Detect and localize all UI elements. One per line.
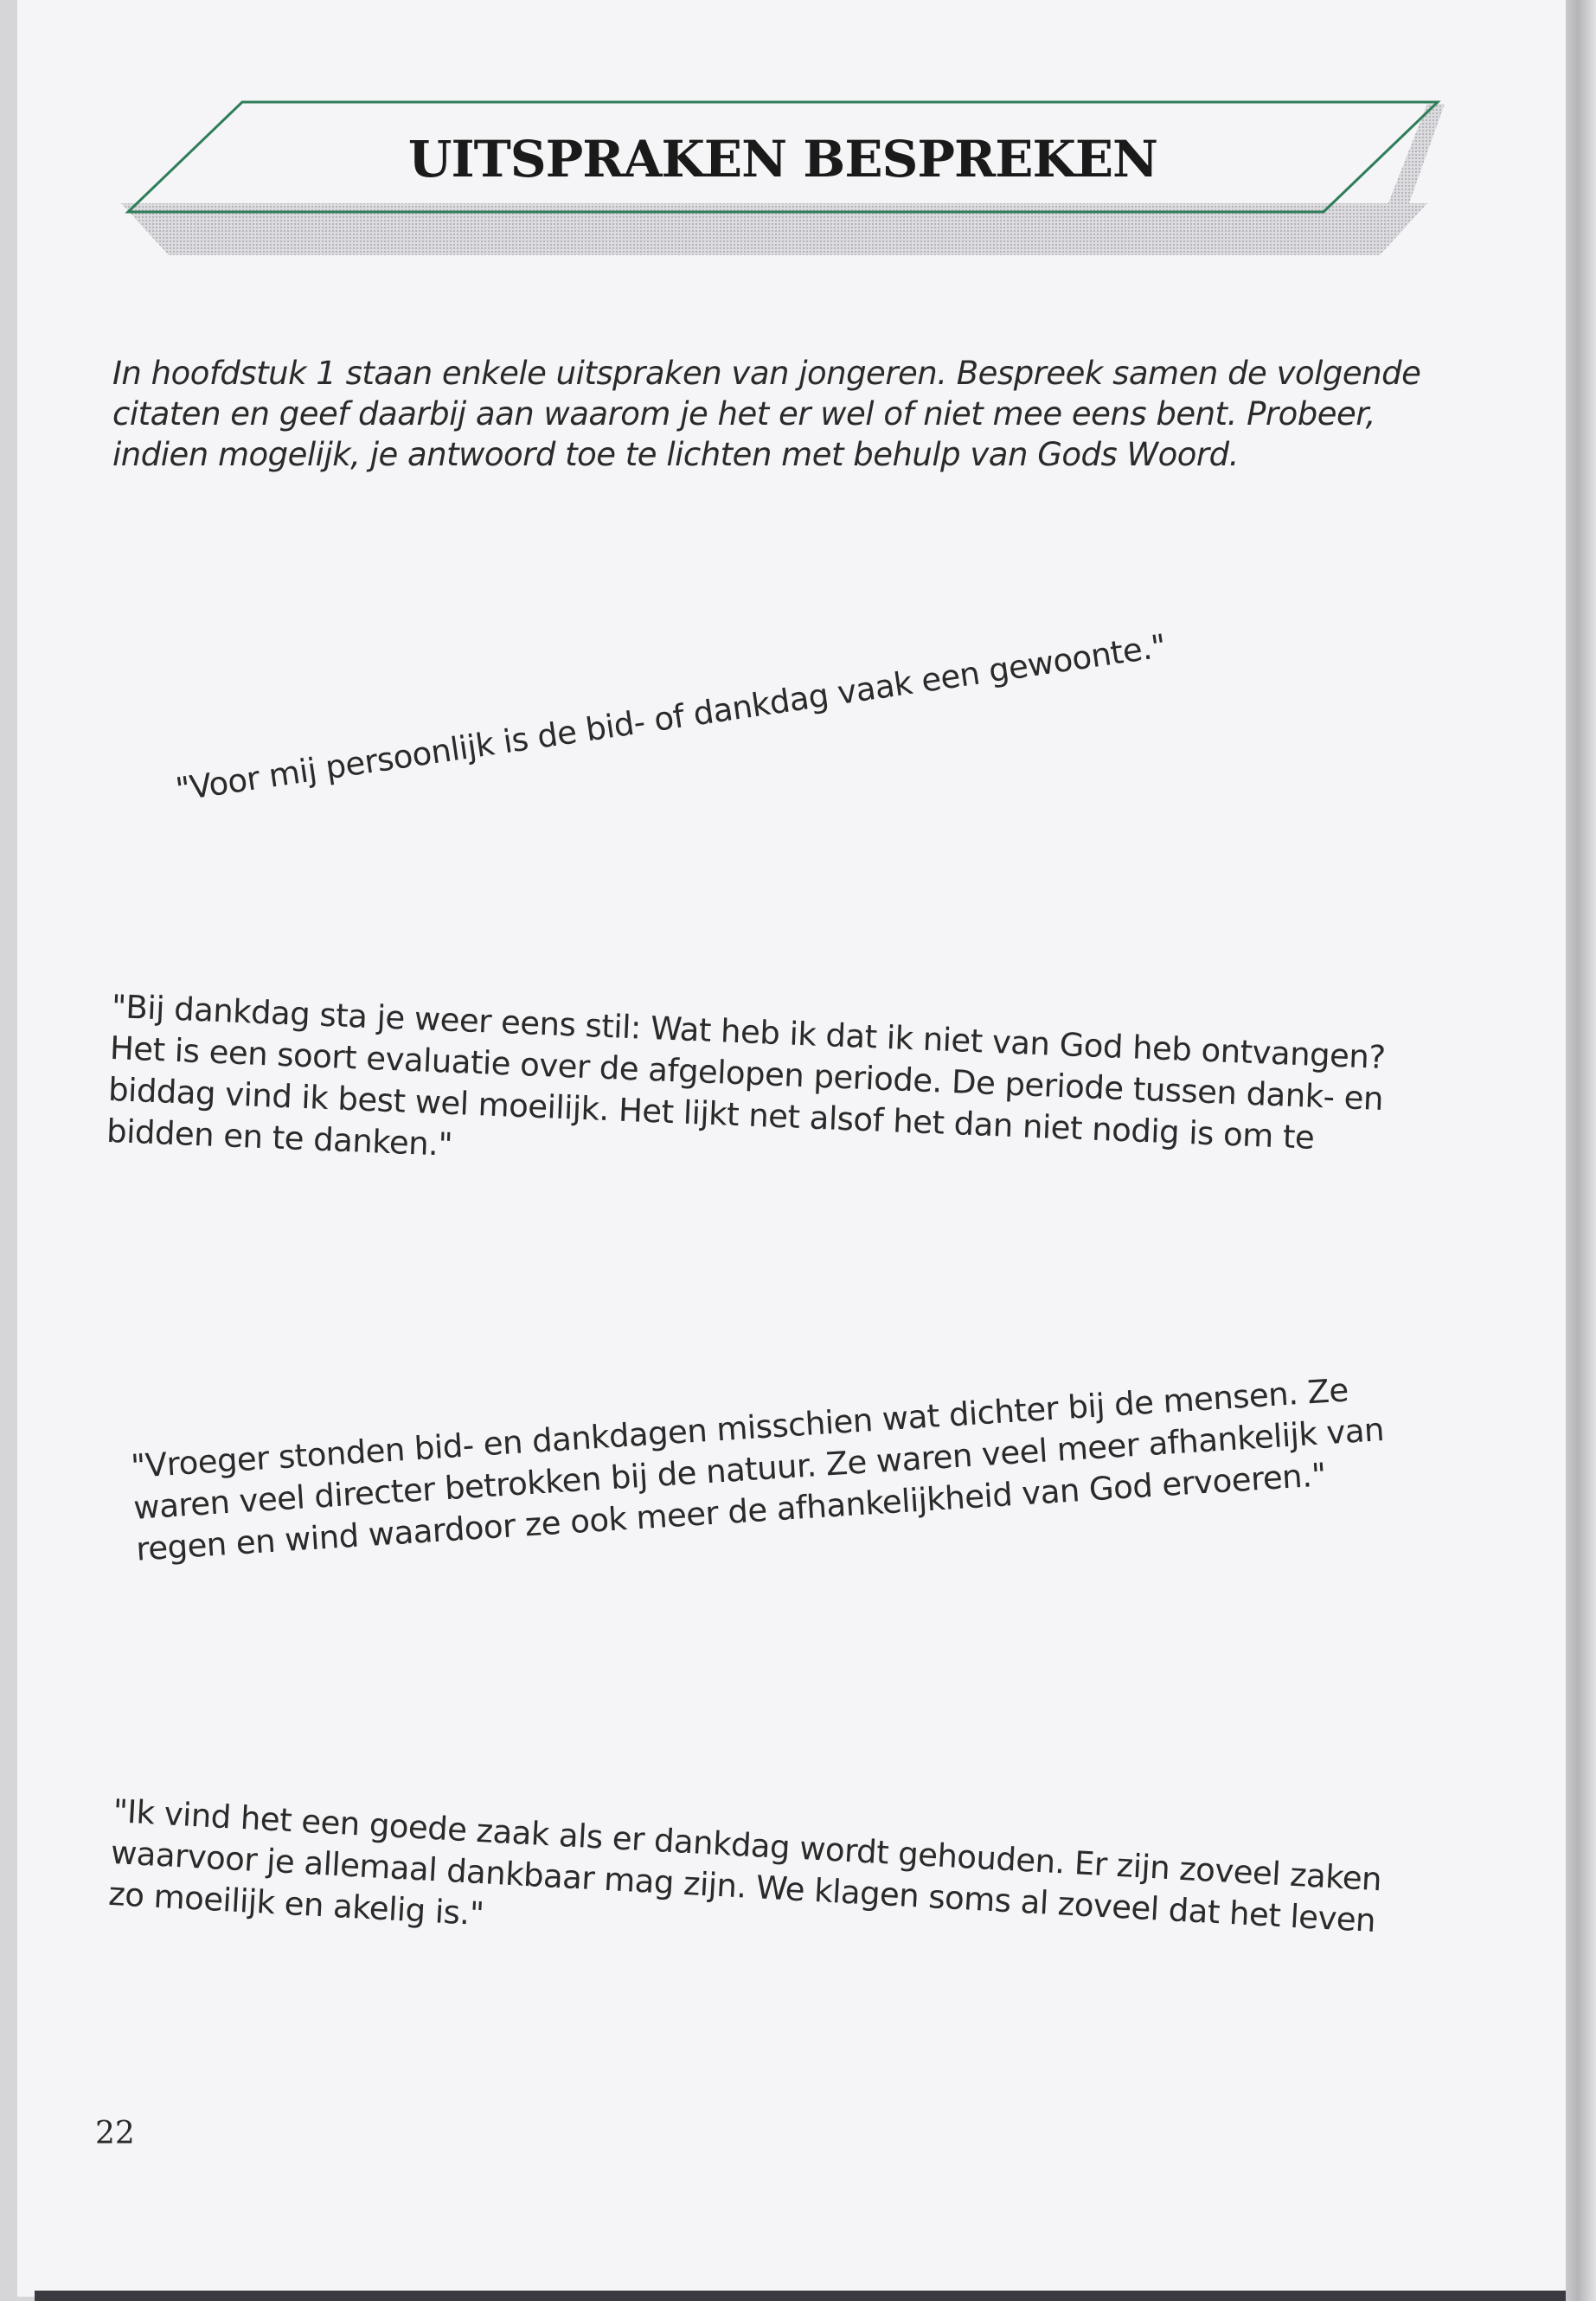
quote-2: "Bij dankdag sta je weer eens stil: Wat heb ik dat ik niet van God heb ontvangen? Het is een soort evaluatie over de afgelopen periode. De periode tussen dank- en biddag vind ik best wel moeilijk. Het lijkt net alsof het dan niet nodig is om te bidden en te danken." <box>106 987 1387 1163</box>
page-number: 22 <box>95 2116 135 2151</box>
quote-1: "Voor mij persoonlijk is de bid- of dankdag vaak een gewoonte." <box>173 627 1169 809</box>
quote-3: "Vroeger stonden bid- en dankdagen misschien wat dichter bij de mensen. Ze waren veel directer betrokken bij de natuur. Ze waren veel meer afhankelijk van regen en wind waardoor ze ook meer de afhankelijkheid van God ervoeren." <box>130 1371 1386 1568</box>
title-banner <box>121 95 1445 260</box>
page-bottom-edge <box>35 2291 1566 2301</box>
intro-paragraph: In hoofdstuk 1 staan enkele uitspraken van jongeren. Bespreek samen de volgende citaten en geef daarbij aan waarom je het er wel of niet mee eens bent. Probeer, indien mogelijk, je antwoord toe te lichten met behulp van Gods Woord. <box>112 355 1421 473</box>
page-edge-shadow <box>1566 0 1596 2301</box>
page-title: UITSPRAKEN BESPREKEN <box>407 130 1158 189</box>
quote-4: "Ik vind het een goede zaak als er dankdag wordt gehouden. Er zijn zoveel zaken waarvoor je allemaal dankbaar mag zijn. We klagen soms al zoveel dat het leven zo moeilijk en akelig is." <box>107 1791 1383 1940</box>
